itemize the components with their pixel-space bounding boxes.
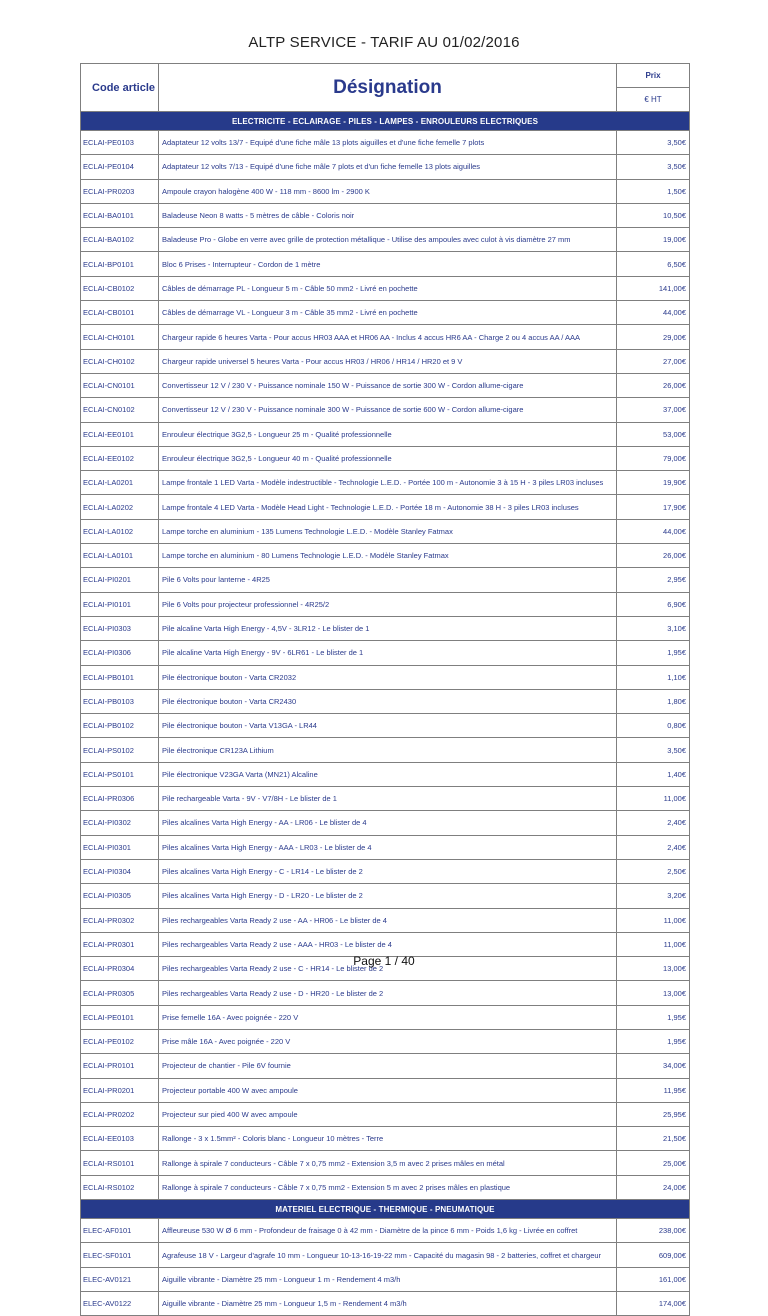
- section-title: MATERIEL ELECTRIQUE - THERMIQUE - PNEUMATIQUE: [81, 1200, 690, 1219]
- table-row: [81, 131, 690, 155]
- header-prix: [617, 64, 690, 112]
- table-row: [81, 422, 690, 446]
- cell-prix: 1,95€: [617, 1005, 690, 1029]
- cell-prix: 238,00€: [617, 1219, 690, 1243]
- table-row: [81, 1151, 690, 1175]
- cell-code-article: ECLAI-PR0203: [81, 179, 159, 203]
- cell-prix: 1,50€: [617, 179, 690, 203]
- table-row: [81, 276, 690, 300]
- cell-designation: Pile électronique V23GA Varta (MN21) Alcaline: [159, 762, 617, 786]
- cell-prix: 27,00€: [617, 349, 690, 373]
- table-row: [81, 1102, 690, 1126]
- cell-code-article: ECLAI-PR0202: [81, 1102, 159, 1126]
- cell-prix: 1,95€: [617, 1029, 690, 1053]
- cell-code-article: ECLAI-PS0102: [81, 738, 159, 762]
- section-title: ELECTRICITE - ECLAIRAGE - PILES - LAMPES - ENROULEURS ELECTRIQUES: [81, 112, 690, 131]
- table-row: [81, 446, 690, 470]
- cell-code-article: ECLAI-PR0302: [81, 908, 159, 932]
- cell-code-article: ECLAI-PR0101: [81, 1054, 159, 1078]
- cell-designation: Lampe frontale 1 LED Varta - Modèle indestructible - Technologie L.E.D. - Portée 100 m - Autonomie 3 à 15 H - 3 piles LR03 incluses: [159, 471, 617, 495]
- table-body: [81, 112, 690, 1316]
- cell-code-article: ECLAI-EE0103: [81, 1127, 159, 1151]
- cell-prix: 6,50€: [617, 252, 690, 276]
- cell-designation: Enrouleur électrique 3G2,5 - Longueur 25 m - Qualité professionnelle: [159, 422, 617, 446]
- table-row: [81, 787, 690, 811]
- cell-designation: Agrafeuse 18 V - Largeur d'agrafe 10 mm - Longueur 10-13-16-19-22 mm - Capacité du magasin 98 - 2 batteries, coffret et chargeur: [159, 1243, 617, 1267]
- cell-prix: 44,00€: [617, 301, 690, 325]
- table-row: [81, 592, 690, 616]
- table-row: [81, 859, 690, 883]
- cell-code-article: ECLAI-PB0102: [81, 714, 159, 738]
- cell-designation: Piles alcalines Varta High Energy - AA - LR06 - Le blister de 4: [159, 811, 617, 835]
- cell-prix: 25,95€: [617, 1102, 690, 1126]
- cell-code-article: ECLAI-PR0304: [81, 957, 159, 981]
- cell-code-article: ECLAI-PI0302: [81, 811, 159, 835]
- cell-code-article: ELEC-AF0101: [81, 1219, 159, 1243]
- table-row: [81, 835, 690, 859]
- cell-designation: Rallonge - 3 x 1.5mm² - Coloris blanc - Longueur 10 mètres - Terre: [159, 1127, 617, 1151]
- table-row: [81, 1243, 690, 1267]
- table-row: [81, 981, 690, 1005]
- table-row: [81, 641, 690, 665]
- cell-prix: 1,10€: [617, 665, 690, 689]
- cell-code-article: ECLAI-CB0102: [81, 276, 159, 300]
- cell-designation: Pile alcaline Varta High Energy - 9V - 6LR61 - Le blister de 1: [159, 641, 617, 665]
- table-row: [81, 568, 690, 592]
- cell-prix: 10,50€: [617, 203, 690, 227]
- cell-prix: 19,00€: [617, 228, 690, 252]
- table-row: [81, 1029, 690, 1053]
- cell-code-article: ECLAI-EE0102: [81, 446, 159, 470]
- cell-prix: 3,50€: [617, 131, 690, 155]
- cell-prix: 24,00€: [617, 1175, 690, 1199]
- cell-designation: Piles alcalines Varta High Energy - D - LR20 - Le blister de 2: [159, 884, 617, 908]
- cell-prix: 26,00€: [617, 544, 690, 568]
- cell-designation: Rallonge à spirale 7 conducteurs - Câble 7 x 0,75 mm2 - Extension 3,5 m avec 2 prises mâles en métal: [159, 1151, 617, 1175]
- table-row: [81, 373, 690, 397]
- cell-code-article: ECLAI-BA0101: [81, 203, 159, 227]
- cell-code-article: ECLAI-PS0101: [81, 762, 159, 786]
- cell-designation: Piles rechargeables Varta Ready 2 use - AAA - HR03 - Le blister de 4: [159, 932, 617, 956]
- cell-designation: Adaptateur 12 volts 13/7 - Equipé d'une fiche mâle 13 plots aiguilles et d'une fiche femelle 7 plots: [159, 131, 617, 155]
- cell-designation: Chargeur rapide 6 heures Varta - Pour accus HR03 AAA et HR06 AA - Inclus 4 accus HR6 AA - Charge 2 ou 4 accus AA / AAA: [159, 325, 617, 349]
- table-row: [81, 1267, 690, 1291]
- table-row: [81, 1127, 690, 1151]
- table-row: [81, 471, 690, 495]
- table-row: [81, 1219, 690, 1243]
- cell-code-article: ECLAI-PI0305: [81, 884, 159, 908]
- cell-prix: 26,00€: [617, 373, 690, 397]
- table-row: [81, 1175, 690, 1199]
- cell-code-article: ECLAI-LA0201: [81, 471, 159, 495]
- table-row: [81, 932, 690, 956]
- cell-code-article: ECLAI-PE0102: [81, 1029, 159, 1053]
- cell-prix: 3,50€: [617, 155, 690, 179]
- cell-code-article: ECLAI-PB0103: [81, 689, 159, 713]
- cell-prix: 13,00€: [617, 981, 690, 1005]
- document-title: ALTP SERVICE - TARIF AU 01/02/2016: [248, 34, 520, 51]
- table-row: [81, 155, 690, 179]
- cell-code-article: ECLAI-PI0101: [81, 592, 159, 616]
- table-row: [81, 665, 690, 689]
- cell-designation: Piles alcalines Varta High Energy - C - LR14 - Le blister de 2: [159, 859, 617, 883]
- table-row: [81, 714, 690, 738]
- cell-prix: 44,00€: [617, 519, 690, 543]
- cell-prix: 0,80€: [617, 714, 690, 738]
- table-header-row: [81, 64, 690, 112]
- cell-prix: 3,50€: [617, 738, 690, 762]
- cell-designation: Enrouleur électrique 3G2,5 - Longueur 40 m - Qualité professionnelle: [159, 446, 617, 470]
- table-row: [81, 179, 690, 203]
- cell-designation: Piles rechargeables Varta Ready 2 use - D - HR20 - Le blister de 2: [159, 981, 617, 1005]
- table-row: [81, 738, 690, 762]
- cell-designation: Projecteur sur pied 400 W avec ampoule: [159, 1102, 617, 1126]
- cell-prix: 19,90€: [617, 471, 690, 495]
- cell-prix: 21,50€: [617, 1127, 690, 1151]
- table-row: [81, 495, 690, 519]
- cell-prix: 79,00€: [617, 446, 690, 470]
- cell-designation: Prise mâle 16A - Avec poignée - 220 V: [159, 1029, 617, 1053]
- cell-prix: 2,95€: [617, 568, 690, 592]
- cell-code-article: ELEC-AV0121: [81, 1267, 159, 1291]
- cell-code-article: ECLAI-PI0306: [81, 641, 159, 665]
- cell-designation: Bloc 6 Prises - Interrupteur - Cordon de 1 mètre: [159, 252, 617, 276]
- cell-designation: Pile rechargeable Varta - 9V - V7/8H - Le blister de 1: [159, 787, 617, 811]
- cell-prix: 3,20€: [617, 884, 690, 908]
- table-row: [81, 544, 690, 568]
- cell-code-article: ECLAI-PI0201: [81, 568, 159, 592]
- header-prix-unit: € HT: [617, 87, 689, 111]
- cell-designation: Câbles de démarrage VL - Longueur 3 m - Câble 35 mm2 - Livré en pochette: [159, 301, 617, 325]
- table-row: [81, 519, 690, 543]
- cell-designation: Pile alcaline Varta High Energy - 4,5V - 3LR12 - Le blister de 1: [159, 616, 617, 640]
- cell-code-article: ECLAI-PE0104: [81, 155, 159, 179]
- cell-designation: Adaptateur 12 volts 7/13 - Equipé d'une fiche mâle 7 plots et d'un fiche femelle 13 plots aiguilles: [159, 155, 617, 179]
- table-row: [81, 398, 690, 422]
- cell-designation: Pile 6 Volts pour projecteur professionnel - 4R25/2: [159, 592, 617, 616]
- cell-code-article: ECLAI-CN0101: [81, 373, 159, 397]
- cell-code-article: ECLAI-RS0102: [81, 1175, 159, 1199]
- section-header-row: [81, 1200, 690, 1219]
- cell-code-article: ECLAI-PB0101: [81, 665, 159, 689]
- cell-designation: Câbles de démarrage PL - Longueur 5 m - Câble 50 mm2 - Livré en pochette: [159, 276, 617, 300]
- cell-code-article: ECLAI-PR0306: [81, 787, 159, 811]
- table-row: [81, 325, 690, 349]
- table-row: [81, 616, 690, 640]
- cell-prix: 2,50€: [617, 859, 690, 883]
- cell-code-article: ECLAI-PI0303: [81, 616, 159, 640]
- table-row: [81, 1054, 690, 1078]
- cell-prix: 609,00€: [617, 1243, 690, 1267]
- header-designation: Désignation: [159, 64, 617, 112]
- cell-designation: Lampe torche en aluminium - 135 Lumens Technologie L.E.D. - Modèle Stanley Fatmax: [159, 519, 617, 543]
- cell-prix: 53,00€: [617, 422, 690, 446]
- cell-code-article: ELEC-SF0101: [81, 1243, 159, 1267]
- cell-prix: 1,95€: [617, 641, 690, 665]
- cell-code-article: ECLAI-CN0102: [81, 398, 159, 422]
- cell-designation: Prise femelle 16A - Avec poignée - 220 V: [159, 1005, 617, 1029]
- cell-prix: 11,00€: [617, 932, 690, 956]
- table-row: [81, 884, 690, 908]
- cell-designation: Rallonge à spirale 7 conducteurs - Câble 7 x 0,75 mm2 - Extension 5 m avec 2 prises mâles en plastique: [159, 1175, 617, 1199]
- cell-code-article: ECLAI-PE0103: [81, 131, 159, 155]
- cell-prix: 3,10€: [617, 616, 690, 640]
- table-row: [81, 228, 690, 252]
- cell-designation: Convertisseur 12 V / 230 V - Puissance nominale 300 W - Puissance de sortie 600 W - Cordon allume-cigare: [159, 398, 617, 422]
- cell-prix: 2,40€: [617, 811, 690, 835]
- cell-code-article: ECLAI-LA0202: [81, 495, 159, 519]
- cell-designation: Pile électronique bouton - Varta CR2032: [159, 665, 617, 689]
- table-row: [81, 349, 690, 373]
- section-header-row: [81, 112, 690, 131]
- cell-code-article: ECLAI-CH0102: [81, 349, 159, 373]
- cell-designation: Lampe torche en aluminium - 80 Lumens Technologie L.E.D. - Modèle Stanley Fatmax: [159, 544, 617, 568]
- cell-code-article: ECLAI-RS0101: [81, 1151, 159, 1175]
- cell-prix: 1,80€: [617, 689, 690, 713]
- table-row: [81, 1078, 690, 1102]
- cell-prix: 1,40€: [617, 762, 690, 786]
- cell-prix: 2,40€: [617, 835, 690, 859]
- table-row: [81, 1005, 690, 1029]
- cell-code-article: ECLAI-PR0305: [81, 981, 159, 1005]
- cell-prix: 17,90€: [617, 495, 690, 519]
- cell-prix: 161,00€: [617, 1267, 690, 1291]
- cell-code-article: ECLAI-CB0101: [81, 301, 159, 325]
- cell-designation: Piles alcalines Varta High Energy - AAA - LR03 - Le blister de 4: [159, 835, 617, 859]
- cell-designation: Pile électronique CR123A Lithium: [159, 738, 617, 762]
- table-row: [81, 1291, 690, 1315]
- table-row: [81, 762, 690, 786]
- cell-designation: Pile 6 Volts pour lanterne - 4R25: [159, 568, 617, 592]
- cell-code-article: ECLAI-CH0101: [81, 325, 159, 349]
- cell-prix: 6,90€: [617, 592, 690, 616]
- table-row: [81, 252, 690, 276]
- cell-code-article: ECLAI-PI0301: [81, 835, 159, 859]
- cell-prix: 13,00€: [617, 957, 690, 981]
- cell-code-article: ECLAI-LA0102: [81, 519, 159, 543]
- cell-prix: 37,00€: [617, 398, 690, 422]
- table-row: [81, 203, 690, 227]
- cell-designation: Baladeuse Pro - Globe en verre avec grille de protection métallique - Utilise des ampoules avec culot à vis diamètre 27 mm: [159, 228, 617, 252]
- cell-designation: Baladeuse Neon 8 watts - 5 mètres de câble - Coloris noir: [159, 203, 617, 227]
- cell-designation: Lampe frontale 4 LED Varta - Modèle Head Light - Technologie L.E.D. - Portée 18 m - Autonomie 38 H - 3 piles LR03 incluses: [159, 495, 617, 519]
- table-row: [81, 811, 690, 835]
- cell-designation: Projecteur portable 400 W avec ampoule: [159, 1078, 617, 1102]
- cell-designation: Pile électronique bouton - Varta V13GA - LR44: [159, 714, 617, 738]
- table-row: [81, 301, 690, 325]
- cell-code-article: ECLAI-PE0101: [81, 1005, 159, 1029]
- cell-prix: 34,00€: [617, 1054, 690, 1078]
- cell-code-article: ECLAI-EE0101: [81, 422, 159, 446]
- cell-code-article: ELEC-AV0122: [81, 1291, 159, 1315]
- cell-prix: 25,00€: [617, 1151, 690, 1175]
- cell-designation: Convertisseur 12 V / 230 V - Puissance nominale 150 W - Puissance de sortie 300 W - Cordon allume-cigare: [159, 373, 617, 397]
- table-row: [81, 908, 690, 932]
- cell-prix: 11,95€: [617, 1078, 690, 1102]
- cell-designation: Aiguille vibrante - Diamètre 25 mm - Longueur 1,5 m - Rendement 4 m3/h: [159, 1291, 617, 1315]
- price-table: [80, 63, 690, 1316]
- cell-code-article: ECLAI-LA0101: [81, 544, 159, 568]
- cell-designation: Ampoule crayon halogène 400 W - 118 mm - 8600 lm - 2900 K: [159, 179, 617, 203]
- cell-designation: Affleureuse 530 W Ø 6 mm - Profondeur de fraisage 0 à 42 mm - Diamètre de la pince 6 mm - Poids 1,6 kg - Livrée en coffret: [159, 1219, 617, 1243]
- header-prix-label: Prix: [645, 71, 661, 80]
- cell-code-article: ECLAI-BP0101: [81, 252, 159, 276]
- cell-designation: Aiguille vibrante - Diamètre 25 mm - Longueur 1 m - Rendement 4 m3/h: [159, 1267, 617, 1291]
- page-number: Page 1 / 40: [353, 954, 415, 968]
- cell-designation: Chargeur rapide universel 5 heures Varta - Pour accus HR03 / HR06 / HR14 / HR20 et 9 V: [159, 349, 617, 373]
- cell-code-article: ECLAI-PR0301: [81, 932, 159, 956]
- cell-prix: 141,00€: [617, 276, 690, 300]
- cell-designation: Piles rechargeables Varta Ready 2 use - AA - HR06 - Le blister de 4: [159, 908, 617, 932]
- header-code-article: Code article: [81, 64, 159, 112]
- cell-code-article: ECLAI-PR0201: [81, 1078, 159, 1102]
- cell-designation: Pile électronique bouton - Varta CR2430: [159, 689, 617, 713]
- cell-prix: 11,00€: [617, 908, 690, 932]
- cell-prix: 11,00€: [617, 787, 690, 811]
- table-row: [81, 689, 690, 713]
- cell-designation: Piles rechargeables Varta Ready 2 use - C - HR14 - Le blister de 2: [159, 957, 617, 981]
- cell-prix: 29,00€: [617, 325, 690, 349]
- cell-designation: Projecteur de chantier - Pile 6V fournie: [159, 1054, 617, 1078]
- cell-prix: 174,00€: [617, 1291, 690, 1315]
- cell-code-article: ECLAI-PI0304: [81, 859, 159, 883]
- cell-code-article: ECLAI-BA0102: [81, 228, 159, 252]
